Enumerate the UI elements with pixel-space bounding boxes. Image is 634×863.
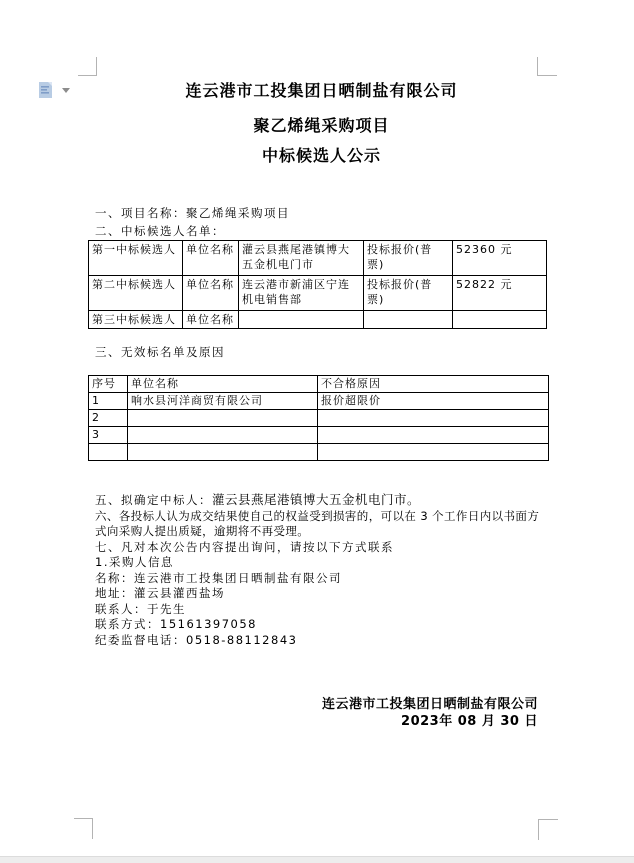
section-invalid-bids-label: 三、无效标名单及原因: [95, 345, 225, 359]
bid-price-label: [364, 311, 453, 329]
section-objection-notice: 六、各投标人认为成交结果使自己的权益受到损害的，可以在 3 个工作日内以书面方式向采购人提出质疑，逾期将不再受理。: [95, 508, 540, 538]
unit-name-value: [128, 410, 318, 427]
candidate-rank: 第二中标候选人: [89, 276, 183, 311]
col-header-reason: 不合格原因: [318, 376, 549, 393]
table-row: [89, 444, 549, 461]
row-index: 3: [89, 427, 128, 444]
document-title-project: 聚乙烯绳采购项目: [253, 116, 390, 135]
unit-name-value: 灌云县燕尾港镇博大五金机电门市: [239, 241, 364, 276]
col-header-index: 序号: [89, 376, 128, 393]
contact-phone: 联系方式：15161397058: [95, 617, 257, 631]
signature-block: [95, 696, 538, 730]
row-index: 2: [89, 410, 128, 427]
candidate-rank: 第一中标候选人: [89, 241, 183, 276]
unit-name-label: 单位名称: [183, 311, 239, 329]
signature-date: 2023年 08 月 30 日: [401, 714, 538, 729]
purchaser-name: 名称：连云港市工投集团日晒制盐有限公司: [95, 570, 342, 585]
bid-price-label: 投标报价(普票): [364, 276, 453, 311]
proposed-winner-label: 五、拟确定中标人：: [95, 493, 212, 507]
reason-value: [318, 444, 549, 461]
signature-company: 连云港市工投集团日晒制盐有限公司: [321, 697, 538, 712]
crop-mark-bottom-right: [538, 819, 558, 840]
bid-price-value: 52822 元: [453, 276, 547, 311]
unit-name-label: 单位名称: [183, 276, 239, 311]
reason-value: 报价超限价: [318, 393, 549, 410]
table-row: [89, 276, 547, 311]
bid-price-value: 52360 元: [453, 241, 547, 276]
chevron-down-icon[interactable]: [62, 88, 70, 93]
bid-price-label: 投标报价(普票): [364, 241, 453, 276]
section-project-name: 一、项目名称：聚乙烯绳采购项目: [95, 206, 290, 220]
table-row: [89, 393, 549, 410]
unit-name-value: [239, 311, 364, 329]
table-row: [89, 241, 547, 276]
crop-mark-top-left: [78, 57, 97, 76]
purchaser-info-title: 1.采购人信息: [95, 555, 174, 569]
table-row: [89, 311, 547, 329]
table-row: [89, 410, 549, 427]
section-candidates-label: 二、中标候选人名单：: [95, 224, 225, 238]
unit-name-value: 响水县河洋商贸有限公司: [128, 393, 318, 410]
row-index: [89, 444, 128, 461]
unit-name-label: 单位名称: [183, 241, 239, 276]
unit-name-value: [128, 444, 318, 461]
paste-options-button[interactable]: [36, 80, 74, 102]
page-bottom-edge: [0, 856, 634, 863]
col-header-unit: 单位名称: [128, 376, 318, 393]
table-row: [89, 427, 549, 444]
lower-text-block: [95, 492, 548, 648]
invalid-bids-table: [88, 375, 549, 461]
supervision-phone: 纪委监督电话：0518-88112843: [95, 632, 298, 647]
table-header-row: [89, 376, 549, 393]
purchaser-address: 地址：灌云县灌西盐场: [95, 586, 225, 600]
unit-name-value: 连云港市新浦区宁连机电销售部: [239, 276, 364, 311]
document-title-company: 连云港市工投集团日晒制盐有限公司: [185, 81, 458, 100]
reason-value: [318, 427, 549, 444]
bid-price-value: [453, 311, 547, 329]
row-index: 1: [89, 393, 128, 410]
section-proposed-winner: [95, 492, 548, 509]
contact-person: 联系人：于先生: [95, 601, 186, 616]
unit-name-value: [128, 427, 318, 444]
reason-value: [318, 410, 549, 427]
crop-mark-top-right: [537, 57, 557, 76]
crop-mark-bottom-left: [74, 818, 93, 839]
candidates-table: [88, 240, 547, 329]
section-contact-intro: 七、凡对本次公告内容提出询问，请按以下方式联系: [95, 539, 394, 554]
proposed-winner-name: 灌云县燕尾港镇博大五金机电门市。: [212, 492, 421, 507]
document-title-announcement: 中标候选人公示: [261, 146, 381, 165]
candidate-rank: 第三中标候选人: [89, 311, 183, 329]
